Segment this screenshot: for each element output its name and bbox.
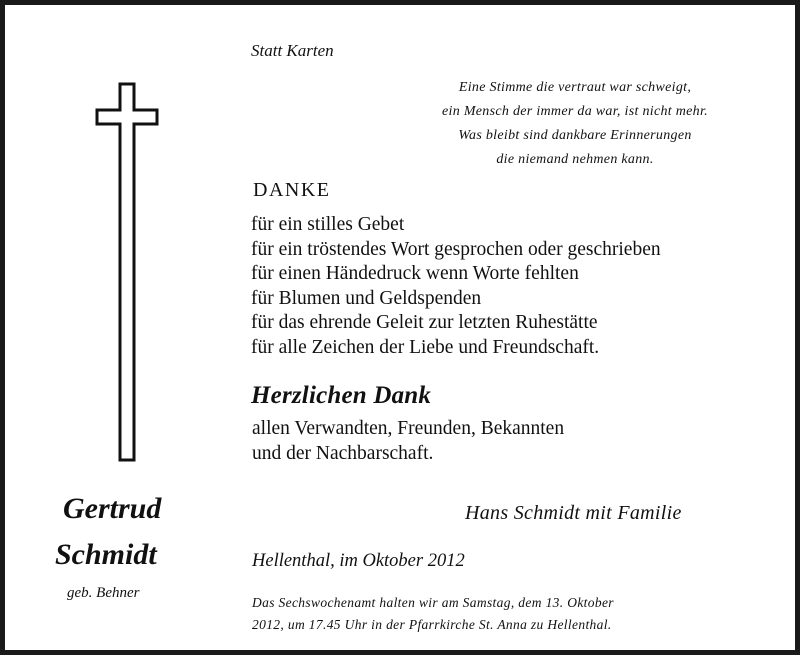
- place-date: Hellenthal, im Oktober 2012: [252, 551, 465, 571]
- poem-line: ein Mensch der immer da war, ist nicht mehr.: [442, 104, 708, 119]
- mass-notice-line: 2012, um 17.45 Uhr in der Pfarrkirche St. Anna zu Hellenthal.: [252, 617, 612, 632]
- deceased-maiden-name: geb. Behner: [67, 585, 140, 601]
- danke-list: [251, 213, 661, 361]
- poem-line: Eine Stimme die vertraut war schweigt,: [458, 80, 692, 95]
- danke-line: für ein tröstendes Wort gesprochen oder geschrieben: [251, 238, 661, 260]
- header-statt-karten: Statt Karten: [251, 41, 334, 60]
- danke-heading: DANKE: [253, 179, 331, 201]
- mass-notice: [252, 592, 614, 636]
- deceased-first-name: Gertrud: [63, 492, 162, 525]
- danke-line: für alle Zeichen der Liebe und Freundschaft.: [251, 336, 600, 358]
- signature: Hans Schmidt mit Familie: [465, 502, 682, 524]
- poem: [375, 76, 775, 172]
- poem-line: die niemand nehmen kann.: [496, 152, 654, 167]
- thanks-line: und der Nachbarschaft.: [252, 442, 434, 464]
- danke-line: für Blumen und Geldspenden: [251, 287, 482, 309]
- poem-line: Was bleibt sind dankbare Erinnerungen: [458, 128, 692, 143]
- cross-icon: [95, 82, 159, 462]
- thanks-line: allen Verwandten, Freunden, Bekannten: [252, 418, 565, 439]
- danke-line: für einen Händedruck wenn Worte fehlten: [251, 263, 579, 285]
- deceased-last-name: Schmidt: [55, 538, 157, 571]
- thanks-list: [252, 417, 564, 466]
- mass-notice-line: Das Sechswochenamt halten wir am Samstag, dem 13. Oktober: [252, 595, 614, 610]
- danke-line: für das ehrende Geleit zur letzten Ruhestätte: [251, 312, 598, 334]
- herzlichen-dank-heading: Herzlichen Dank: [251, 382, 432, 409]
- danke-line: für ein stilles Gebet: [251, 214, 405, 235]
